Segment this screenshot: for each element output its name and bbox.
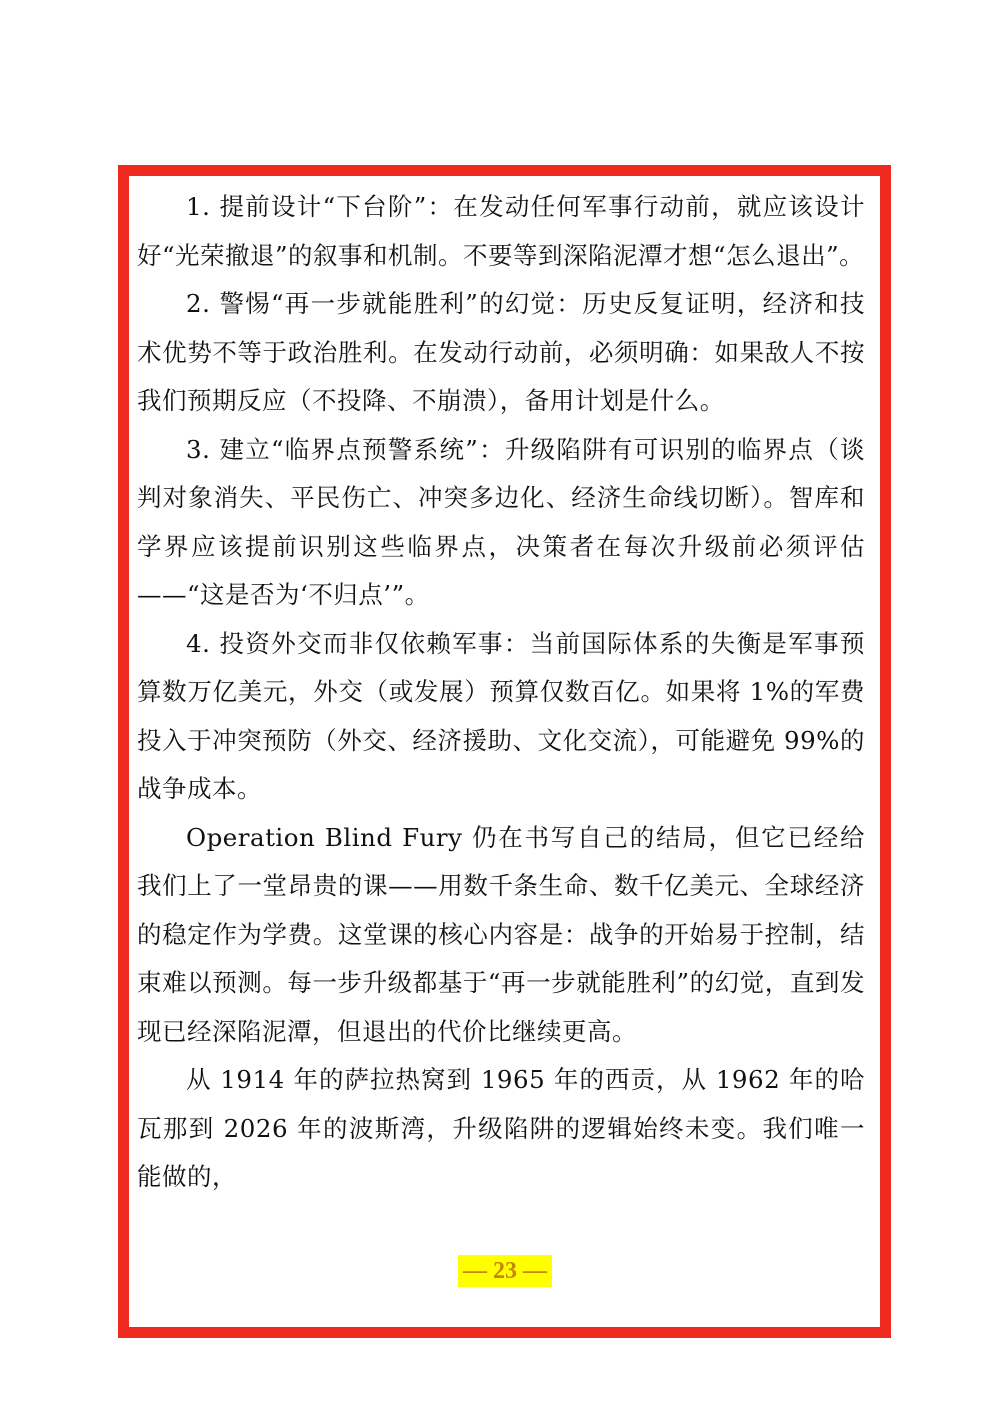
paragraph-item-3: 3. 建立“临界点预警系统”：升级陷阱有可识别的临界点（谈判对象消失、平民伤亡、冲突多边化、经济生命线切断）。智库和学界应该提前识别这些临界点，决策者在每次升级前必须评估——“这是否为‘不归点’”。 xyxy=(137,434,865,609)
paragraph-item-4: 4. 投资外交而非仅依赖军事：当前国际体系的失衡是军事预算数万亿美元，外交（或发展）预算仅数百亿。如果将 1%的军费投入于冲突预防（外交、经济援助、文化交流），可能避免 99%的战争成本。 xyxy=(137,628,865,803)
paragraph-item-1: 1. 提前设计“下台阶”：在发动任何军事行动前，就应该设计好“光荣撤退”的叙事和机制。不要等到深陷泥潭才想“怎么退出”。 xyxy=(137,192,865,270)
page-number: — 23 — xyxy=(458,1255,552,1287)
document-body xyxy=(137,183,865,1202)
paragraph-history: 从 1914 年的萨拉热窝到 1965 年的西贡，从 1962 年的哈瓦那到 2026 年的波斯湾，升级陷阱的逻辑始终未变。我们唯一能做的， xyxy=(137,1065,865,1191)
paragraph-conclusion: Operation Blind Fury 仍在书写自己的结局，但它已经给我们上了一堂昂贵的课——用数千条生命、数千亿美元、全球经济的稳定作为学费。这堂课的核心内容是：战争的开始易于控制，结束难以预测。每一步升级都基于“再一步就能胜利”的幻觉，直到发现已经深陷泥潭，但退出的代价比继续更高。 xyxy=(137,822,865,1046)
paragraph-item-2: 2. 警惕“再一步就能胜利”的幻觉：历史反复证明，经济和技术优势不等于政治胜利。在发动行动前，必须明确：如果敌人不按我们预期反应（不投降、不崩溃），备用计划是什么。 xyxy=(137,289,865,415)
